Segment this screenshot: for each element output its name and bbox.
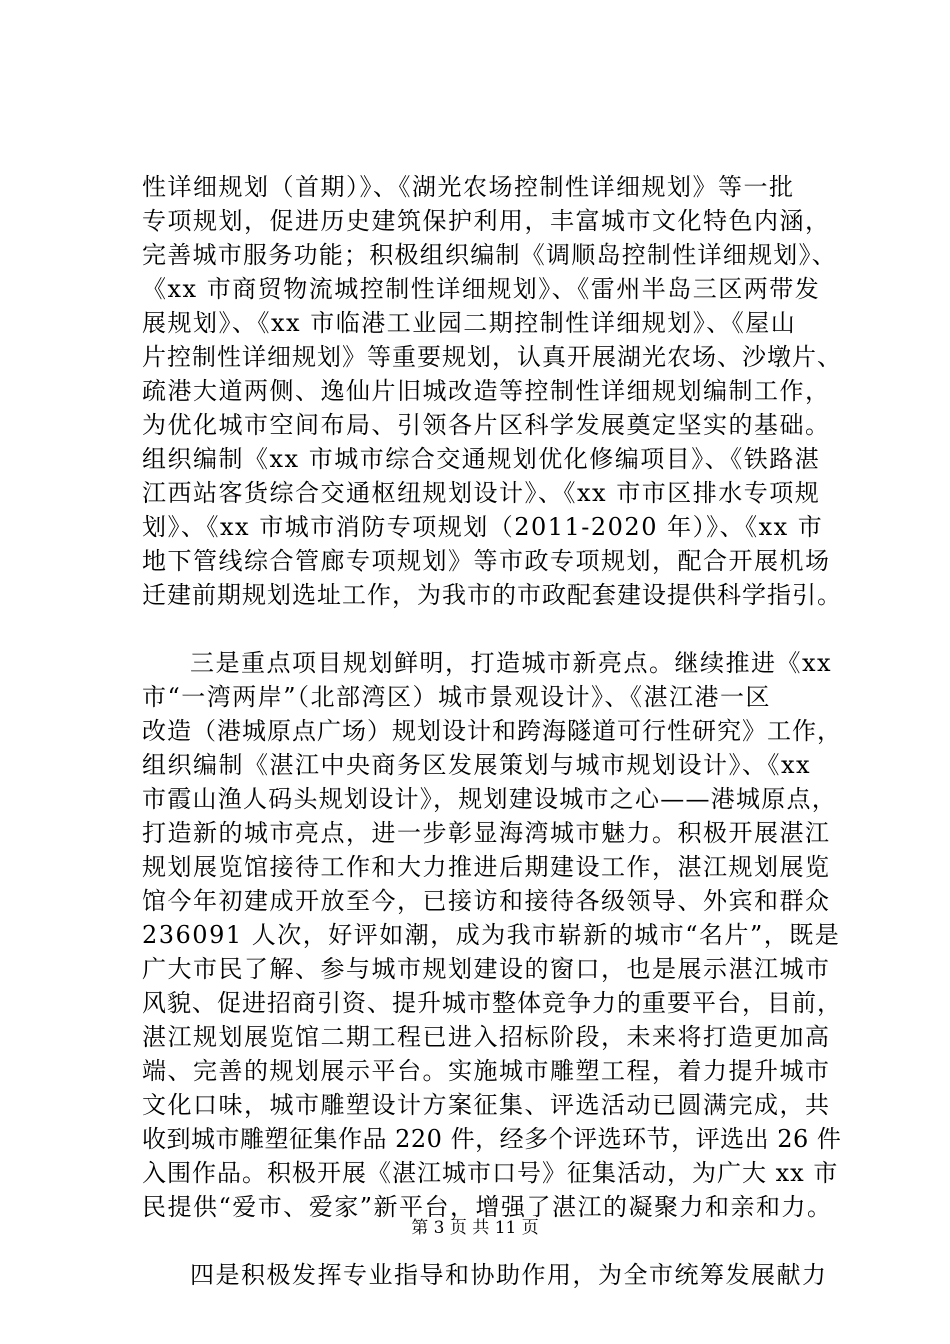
text-line: 性详细规划（首期）》、《湖光农场控制性详细规划》等一批: [142, 173, 795, 201]
text-line: 组织编制《xx 市城市综合交通规划优化修编项目》、《铁路湛: [142, 445, 821, 473]
text-line: 组织编制《湛江中央商务区发展策划与城市规划设计》、《xx: [142, 751, 812, 779]
text-line: 文化口味，城市雕塑设计方案征集、评选活动已圆满完成，共: [142, 1091, 831, 1119]
text-line: 端、完善的规划展示平台。实施城市雕塑工程，着力提升城市: [142, 1057, 831, 1085]
page-number-footer: 第 3 页 共 11 页: [411, 1218, 539, 1238]
text-line: 馆今年初建成开放至今，已接访和接待各级领导、外宾和群众: [142, 887, 831, 915]
text-line: 四是积极发挥专业指导和协助作用，为全市统筹发展献力: [190, 1261, 828, 1289]
text-line: 划》、《xx 市城市消防专项规划（2011-2020 年）》、《xx 市: [142, 513, 824, 541]
text-line: 改造（港城原点广场）规划设计和跨海隧道可行性研究》工作，: [142, 717, 842, 745]
text-line: 完善城市服务功能；积极组织编制《调顺岛控制性详细规划》、: [142, 241, 837, 269]
text-line: 规划展览馆接待工作和大力推进后期建设工作，湛江规划展览: [142, 853, 831, 881]
paragraph-professional-guidance: [142, 1258, 842, 1292]
text-line: 片控制性详细规划》等重要规划，认真开展湖光农场、沙墩片、: [142, 343, 842, 371]
text-line: 地下管线综合管廊专项规划》等市政专项规划，配合开展机场: [142, 547, 831, 575]
text-line: 236091 人次，好评如潮，成为我市崭新的城市“名片”，既是: [142, 921, 841, 949]
text-line: 湛江规划展览馆二期工程已进入招标阶段，未来将打造更加高: [142, 1023, 831, 1051]
text-line: 打造新的城市亮点，进一步彰显海湾城市魅力。积极开展湛江: [142, 819, 831, 847]
text-line: 江西站客货综合交通枢纽规划设计》、《xx 市市区排水专项规: [142, 479, 821, 507]
text-line: 专项规划，促进历史建筑保护利用，丰富城市文化特色内涵，: [142, 207, 831, 235]
text-line: 展规划》、《xx 市临港工业园二期控制性详细规划》、《屋山: [142, 309, 797, 337]
text-line: 市“一湾两岸”（北部湾区）城市景观设计》、《湛江港一区: [142, 683, 772, 711]
paragraph-continued-planning: [142, 170, 842, 612]
text-line: 三是重点项目规划鲜明，打造城市新亮点。继续推进《xx: [190, 649, 833, 677]
paragraph-key-projects: [142, 646, 842, 1224]
text-line: 《xx 市商贸物流城控制性详细规划》、《雷州半岛三区两带发: [142, 275, 821, 303]
text-line: 为优化城市空间布局、引领各片区科学发展奠定坚实的基础。: [142, 411, 831, 439]
text-line: 疏港大道两侧、逸仙片旧城改造等控制性详细规划编制工作，: [142, 377, 831, 405]
text-line: 市霞山渔人码头规划设计》，规划建设城市之心——港城原点，: [142, 785, 837, 813]
text-line: 收到城市雕塑征集作品 220 件，经多个评选环节，评选出 26 件: [142, 1125, 842, 1153]
text-line: 迁建前期规划选址工作，为我市的市政配套建设提供科学指引。: [142, 581, 842, 609]
text-line: 广大市民了解、参与城市规划建设的窗口，也是展示湛江城市: [142, 955, 831, 983]
document-body: [142, 170, 842, 1292]
text-line: 风貌、促进招商引资、提升城市整体竞争力的重要平台，目前，: [142, 989, 842, 1017]
text-line: 入围作品。积极开展《湛江城市口号》征集活动，为广大 xx 市: [142, 1159, 839, 1187]
text-line: 民提供“爱市、爱家”新平台，增强了湛江的凝聚力和亲和力。: [142, 1193, 833, 1221]
